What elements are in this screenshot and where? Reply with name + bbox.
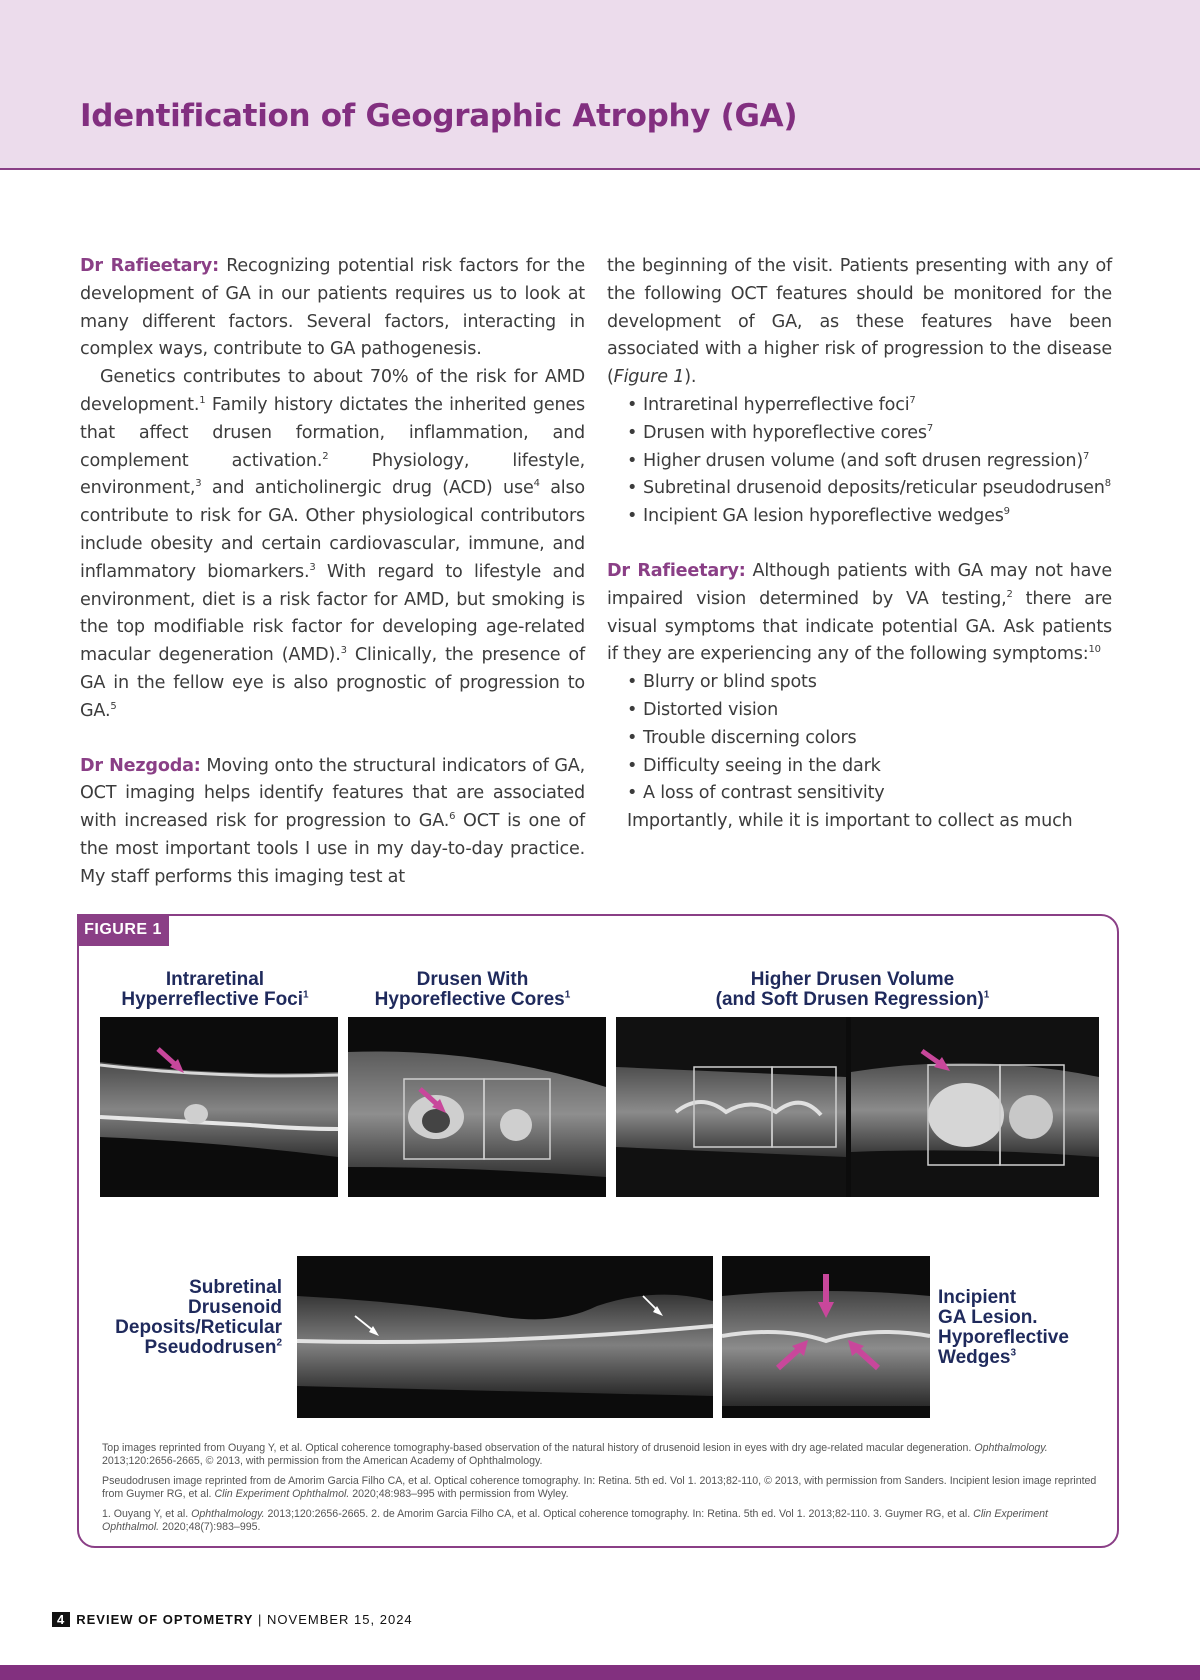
list-item: • Intraretinal hyperreflective foci$^7$ <box>627 392 1112 420</box>
paragraph: the beginning of the visit. Patients presenting with any of the following OCT features should be monitored for the development of GA, as these features have been associated with a higher risk of progression to the disease (Figure 1). <box>607 256 1112 388</box>
speaker-name: Dr Nezgoda: <box>80 755 201 776</box>
caption-drusen-volume: Higher Drusen Volume (and Soft Drusen Regression)$^1$ <box>715 969 990 1010</box>
list-item: • Drusen with hyporeflective cores$^7$ <box>627 420 1112 448</box>
figure-notes <box>102 1442 1102 1541</box>
caption-drusen-cores: Drusen With Hyporeflective Cores$^1$ <box>374 969 571 1010</box>
caption-intraretinal-foci: Intraretinal Hyperreflective Foci$^1$ <box>121 969 309 1010</box>
page-number: 4 <box>52 1612 70 1627</box>
list-item: • Blurry or blind spots <box>627 669 1112 697</box>
oct-image-intraretinal-foci <box>100 1017 338 1197</box>
page-title: Identification of Geographic Atrophy (GA) <box>80 98 798 134</box>
oct-scan-graphic <box>297 1256 713 1418</box>
caption-subretinal-deposits: Subretinal Drusenoid Deposits/Reticular Pseudodrusen$^2$ <box>115 1277 282 1358</box>
column-right <box>607 253 1112 836</box>
figure-note: Top images reprinted from Ouyang Y, et al. Optical coherence tomography-based observation of the natural history of drusenoid lesion in eyes with dry age-related macular degeneration. Ophthalmology. 2013;120:2656-2665, © 2013, with permission from the American Academy of Ophthalmology. <box>102 1442 1048 1467</box>
oct-scan-graphic <box>348 1017 606 1197</box>
bottom-bar <box>0 1665 1200 1680</box>
list-item: • Distorted vision <box>627 697 1112 725</box>
figure-note: Pseudodrusen image reprinted from de Amorim Garcia Filho CA, et al. Optical coherence tomography. In: Retina. 5th ed. Vol 1. 2013;82-110, © 2013, with permission from Sanders. Incipient lesion image reprinted from Guymer RG, et al. Clin Experiment Ophthalmol. 2020;48:983–995 with permission from Wyley. <box>102 1475 1097 1500</box>
speaker-name: Dr Rafieetary: <box>607 560 746 581</box>
issue-date: NOVEMBER 15, 2024 <box>267 1612 413 1627</box>
caption-incipient-lesion: Incipient GA Lesion. Hyporeflective Wedges$^3$ <box>938 1287 1069 1368</box>
oct-image-drusen-volume <box>616 1017 1099 1197</box>
figure-label: FIGURE 1 <box>77 914 169 946</box>
page-header <box>0 0 1200 170</box>
oct-scan-graphic <box>100 1017 338 1197</box>
bullet-list-symptoms <box>607 669 1112 808</box>
oct-image-pseudodrusen <box>297 1256 713 1418</box>
paragraph: Dr Rafieetary: Recognizing potential risk factors for the development of GA in our patients requires us to look at many different factors. Several factors, interacting in complex ways, contribute to GA pathogenesis. <box>80 256 585 360</box>
column-left <box>80 253 585 892</box>
list-item: • Trouble discerning colors <box>627 725 1112 753</box>
publication-name: REVIEW OF OPTOMETRY <box>76 1612 254 1627</box>
list-item: • Incipient GA lesion hyporeflective wedges$^9$ <box>627 503 1112 531</box>
oct-image-incipient-lesion <box>722 1256 930 1418</box>
oct-image-drusen-cores <box>348 1017 606 1197</box>
bullet-list-oct-features <box>607 392 1112 531</box>
oct-scan-graphic <box>722 1256 930 1418</box>
list-item: • A loss of contrast sensitivity <box>627 780 1112 808</box>
list-item: • Subretinal drusenoid deposits/reticular pseudodrusen$^8$ <box>627 475 1112 503</box>
oct-scan-graphic <box>616 1017 1099 1197</box>
list-item: • Higher drusen volume (and soft drusen regression)$^7$ <box>627 448 1112 476</box>
list-item: • Difficulty seeing in the dark <box>627 753 1112 781</box>
figure-references: 1. Ouyang Y, et al. Ophthalmology. 2013;120:2656-2665. 2. de Amorim Garcia Filho CA, et al. Optical coherence tomography. In: Retina. 5th ed. Vol 1. 2013;82-110. 3. Guymer RG, et al. Clin Experiment Ophthalmol. 2020;48(7):983–995. <box>102 1508 1048 1533</box>
paragraph: Dr Rafieetary: Although patients with GA may not have impaired vision determined by VA testing,$^2$ there are visual symptoms that indicate potential GA. Ask patients if they are experiencing any of the following symptoms:$^{10}$ <box>607 560 1113 665</box>
page-footer: 4 REVIEW OF OPTOMETRY | NOVEMBER 15, 2024 <box>52 1612 413 1627</box>
paragraph: Genetics contributes to about 70% of the risk for AMD development.$^1$ Family history dictates the inherited genes that affect drusen formation, inflammation, and complement activation.$^2$ Physiology, lifestyle, environment,$^3$ and anticholinergic drug (ACD) use$^4$ also contribute to risk for GA. Other physiological contributors include obesity and certain cardiovascular, immune, and inflammatory biomarkers.$^3$ With regard to lifestyle and environment, diet is a risk factor for AMD, but smoking is the top modifiable risk factor for developing age-related macular degeneration (AMD).$^3$ Clinically, the presence of GA in the fellow eye is also prognostic of progression to GA.$^5$ <box>80 367 586 721</box>
paragraph: Dr Nezgoda: Moving onto the structural indicators of GA, OCT imaging helps identify features that are associated with increased risk for progression to GA.$^6$ OCT is one of the most important tools I use in my day-to-day practice. My staff performs this imaging test at <box>80 755 585 887</box>
paragraph: Importantly, while it is important to collect as much <box>627 811 1073 832</box>
speaker-name: Dr Rafieetary: <box>80 256 219 276</box>
